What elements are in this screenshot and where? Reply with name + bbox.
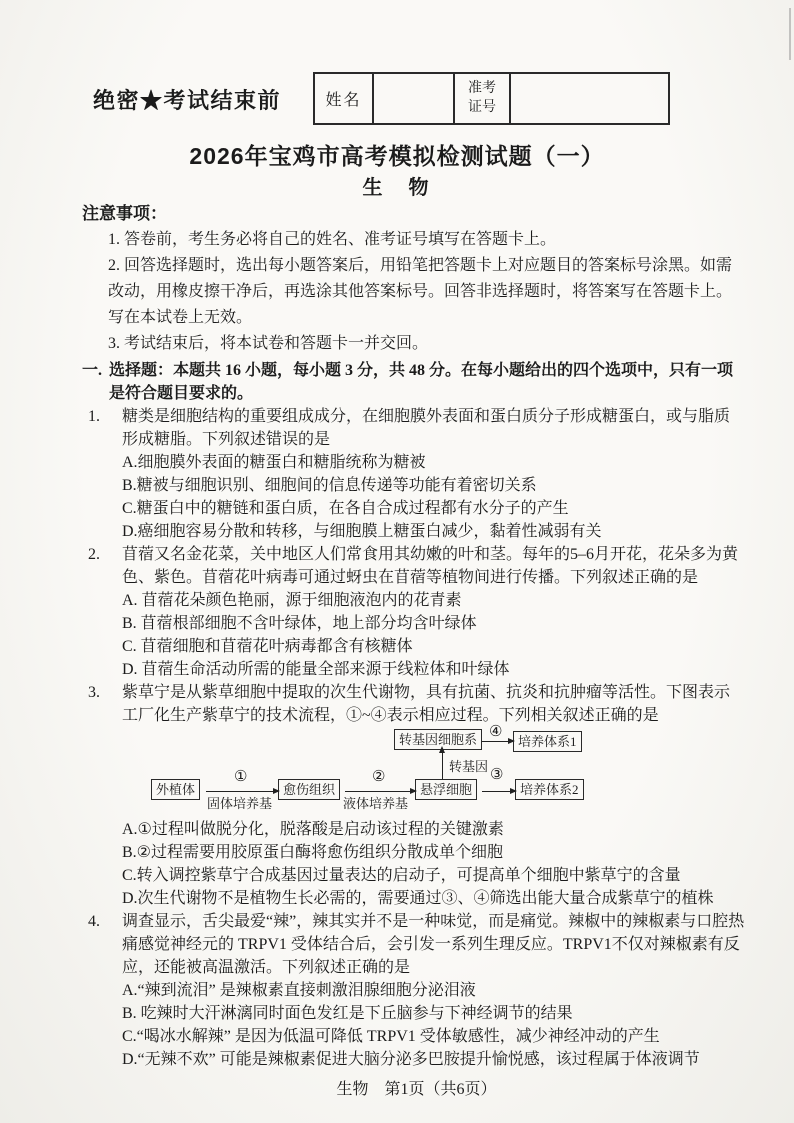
question-3-option-b: B.②过程需要用胶原蛋白酶将愈伤组织分散成单个细胞 [122, 844, 504, 861]
question-3 [88, 681, 745, 910]
section-heading [82, 359, 745, 405]
name-input-cell[interactable] [374, 74, 455, 123]
question-3-stem: 紫草宁是从紫草细胞中提取的次生代谢物，具有抗菌、抗炎和抗肿瘤等活性。下图表示工厂化生产紫草宁的技术流程，①~④表示相应过程。下列相关叙述正确的是 [122, 684, 731, 724]
question-2-option-b: B. 苜蓿根部细胞不含叶绿体，地上部分均含叶绿体 [122, 615, 477, 632]
section-number: 一. [82, 362, 103, 379]
secrecy-banner: 绝密★考试结束前 [93, 88, 282, 113]
section-text: 选择题：本题共 16 小题，每小题 3 分，共 48 分。在每小题给出的四个选项中，只有一项是符合题目要求的。 [109, 362, 734, 402]
diagram-box-callus: 愈伤组织 [278, 779, 340, 800]
ticket-number-input-cell[interactable] [511, 74, 668, 123]
arrow-transgene-icon [442, 753, 443, 779]
question-1-option-a: A.细胞膜外表面的糖蛋白和糖脂统称为糖被 [122, 454, 426, 471]
notice-item-1: 1. 答卷前，考生务必将自己的姓名、准考证号填写在答题卡上。 [108, 231, 557, 248]
question-4-number: 4. [88, 913, 100, 930]
arrow-step3-icon [482, 791, 515, 792]
question-1-option-c: C.糖蛋白中的糖链和蛋白质，在各自合成过程都有水分子的产生 [122, 500, 569, 517]
question-3-number: 3. [88, 684, 100, 701]
diagram-liquid-medium-label: 液体培养基 [343, 796, 409, 811]
question-1-number: 1. [88, 408, 100, 425]
q3-flow-diagram [122, 724, 745, 815]
question-4-option-d: D.“无辣不欢” 可能是辣椒素促进大脑分泌多巴胺提升愉悦感，该过程属于体液调节 [122, 1051, 700, 1068]
name-label: 姓名 [315, 74, 374, 123]
exam-body [82, 201, 745, 1099]
notice-section [82, 201, 745, 357]
diagram-step1-label: ① [234, 769, 248, 785]
arrow-step4-icon [482, 741, 513, 742]
diagram-box-culture-system-1: 培养体系1 [513, 731, 582, 752]
question-3-option-a: A.①过程叫做脱分化，脱落酸是启动该过程的关键激素 [122, 821, 504, 838]
diagram-step3-label: ③ [490, 767, 504, 783]
question-4 [88, 910, 745, 1071]
question-2-stem: 苜蓿又名金花菜，关中地区人们常食用其幼嫩的叶和茎。每年的5–6月开花，花朵多为黄色、紫色。苜蓿花叶病毒可通过蚜虫在苜蓿等植物间进行传播。下列叙述正确的是 [122, 546, 739, 586]
question-2-option-a: A. 苜蓿花朵颜色艳丽，源于细胞液泡内的花青素 [122, 592, 462, 609]
question-2-number: 2. [88, 546, 100, 563]
diagram-step2-label: ② [372, 769, 386, 785]
question-1 [88, 405, 745, 543]
notice-heading: 注意事项： [82, 204, 167, 223]
question-2-option-d: D. 苜蓿生命活动所需的能量全部来源于线粒体和叶绿体 [122, 661, 510, 678]
diagram-box-culture-system-2: 培养体系2 [515, 779, 584, 800]
question-1-stem: 糖类是细胞结构的重要组成成分，在细胞膜外表面和蛋白质分子形成糖蛋白，或与脂质形成糖脂。下列叙述错误的是 [122, 408, 731, 448]
question-4-option-b: B. 吃辣时大汗淋漓同时面色发红是下丘脑参与下神经调节的结果 [122, 1005, 573, 1022]
question-4-stem: 调查显示，舌尖最爱“辣”，辣其实并不是一种味觉，而是痛觉。辣椒中的辣椒素与口腔热痛感觉神经元的 TRPV1 受体结合后，会引发一系列生理反应。TRPV1不仅对辣椒素有反应，还能被高温激活。下列叙述正确的是 [122, 913, 745, 976]
ticket-label-line1: 准考 [468, 80, 496, 96]
ticket-label-line2: 证号 [468, 99, 496, 115]
diagram-box-explant: 外植体 [151, 779, 200, 800]
question-4-option-a: A.“辣到流泪” 是辣椒素直接刺激泪腺细胞分泌泪液 [122, 982, 476, 999]
question-2-option-c: C. 苜蓿细胞和苜蓿花叶病毒都含有核糖体 [122, 638, 413, 655]
arrow-step2-icon [345, 791, 415, 792]
arrow-step1-icon [206, 791, 278, 792]
question-4-option-c: C.“喝冰水解辣” 是因为低温可降低 TRPV1 受体敏感性，减少神经冲动的产生 [122, 1028, 660, 1045]
notice-item-2: 2. 回答选择题时，选出每小题答案后，用铅笔把答题卡上对应题目的答案标号涂黑。如需改动，用橡皮擦干净后，再选涂其他答案标号。回答非选择题时，将答案写在答题卡上。写在本试卷上无效。 [108, 257, 733, 326]
diagram-transgene-label: 转基因 [449, 759, 489, 774]
diagram-step4-label: ④ [489, 724, 503, 740]
question-3-option-d: D.次生代谢物不是植物生长必需的，需要通过③、④筛选出能大量合成紫草宁的植株 [122, 890, 714, 907]
page-title: 2026年宝鸡市高考模拟检测试题（一） [189, 143, 605, 169]
scan-artifact-line [789, 8, 791, 60]
question-2 [88, 543, 745, 681]
diagram-box-suspension-cells: 悬浮细胞 [415, 779, 477, 800]
subject-title: 生 物 [362, 177, 432, 199]
candidate-info-table [313, 72, 670, 125]
diagram-box-transgenic-cell-line: 转基因细胞系 [394, 729, 482, 750]
page-footer: 生物 第1页（共6页） [336, 1081, 497, 1098]
question-3-option-c: C.转入调控紫草宁合成基因过量表达的启动子，可提高单个细胞中紫草宁的含量 [122, 867, 681, 884]
ticket-number-label [455, 74, 511, 123]
diagram-solid-medium-label: 固体培养基 [207, 796, 273, 811]
question-1-option-b: B.糖被与细胞识别、细胞间的信息传递等功能有着密切关系 [122, 477, 537, 494]
question-1-option-d: D.癌细胞容易分散和转移，与细胞膜上糖蛋白减少，黏着性减弱有关 [122, 523, 602, 540]
notice-item-3: 3. 考试结束后，将本试卷和答题卡一并交回。 [108, 335, 429, 352]
